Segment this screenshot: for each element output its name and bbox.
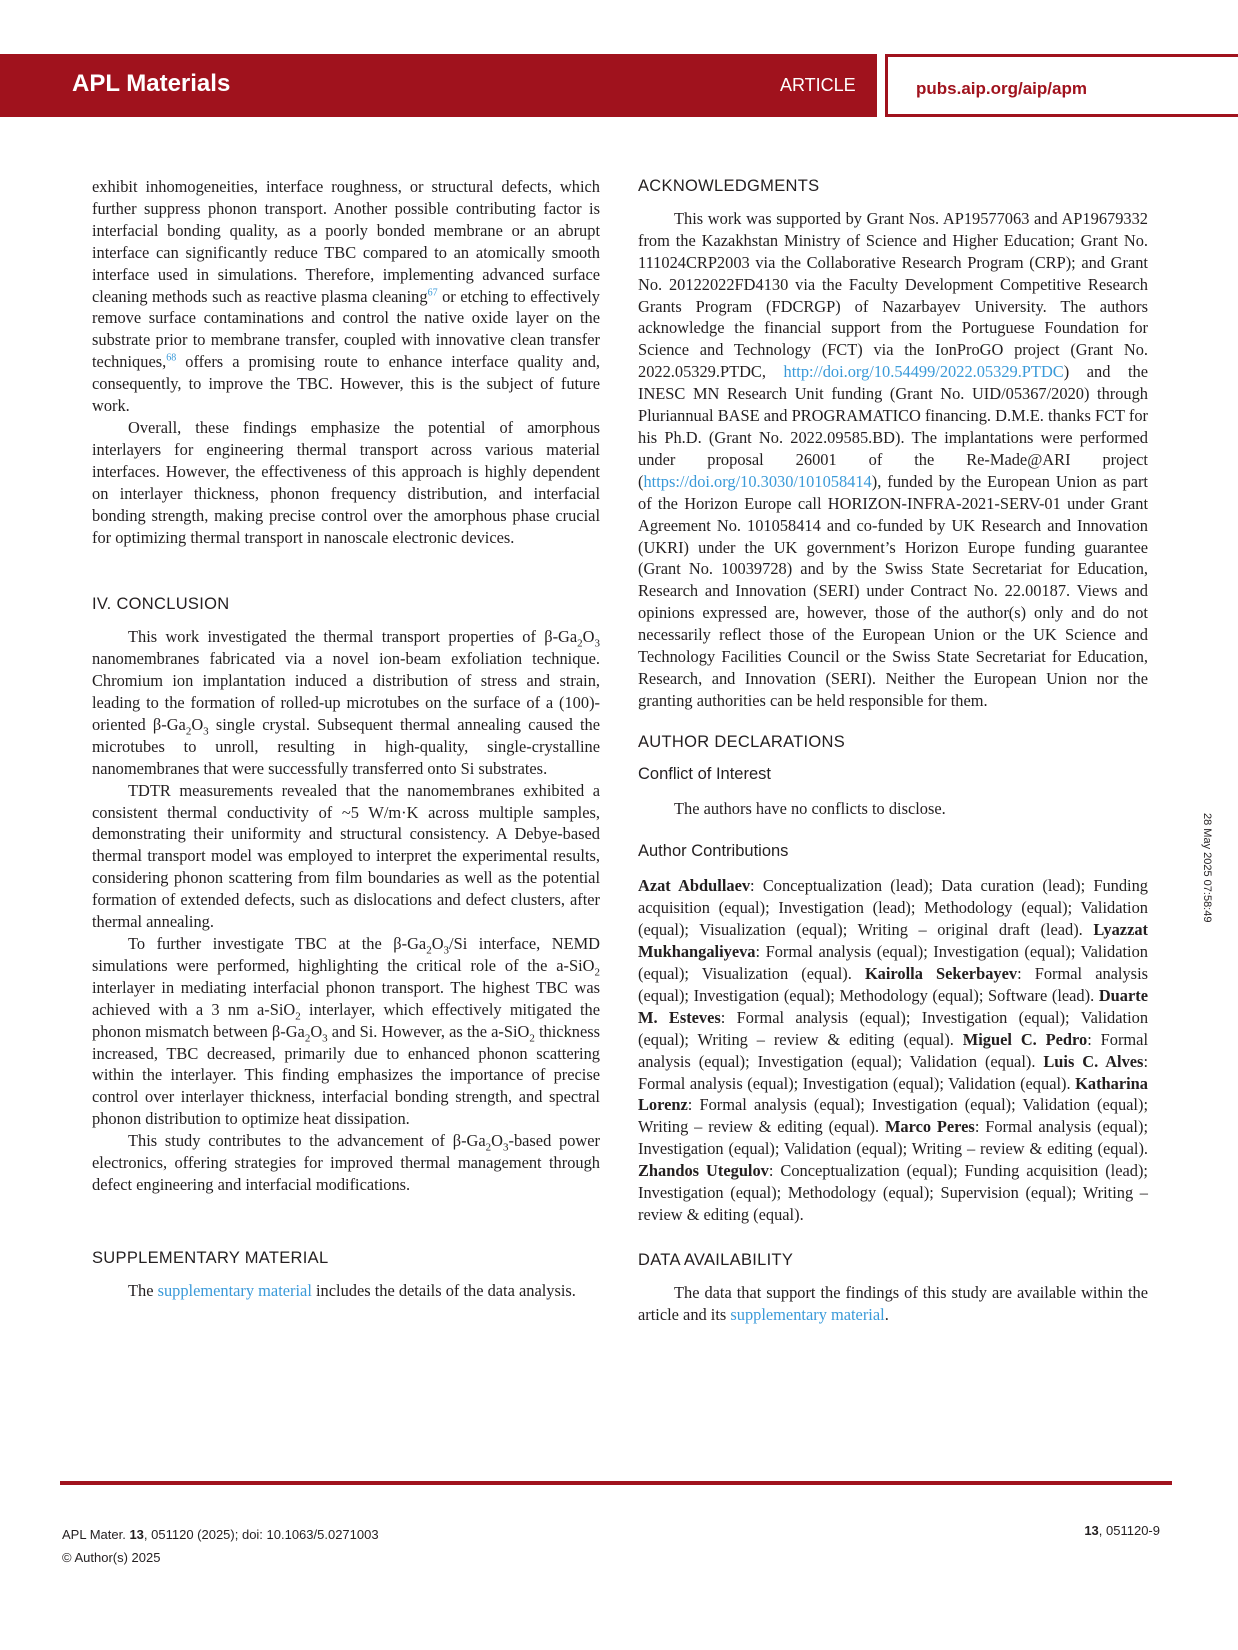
paragraph: To further investigate TBC at the $\beta-Ga_2O_3/Si$ interface, NEMD simulations were performed, highlighting the critical role of the a-SiO$_2$ interlayer in mediating interfacial phonon transport. The highest TBC was achieved with a 3 nm a-SiO$_2$ interlayer, which effectively mitigated the phonon mismatch between $\beta-Ga_2O_3$ and Si. However, as the a-SiO$_2$ thickness increased, TBC decreased, primarily due to enhanced phonon scattering within the interlayer. This finding emphasizes the importance of precise control over interlayer thickness, interfacial bonding strength, and spectral phonon distribution to optimize heat dissipation. [92,934,600,1129]
subsection-heading-contributions: Author Contributions [638,842,789,861]
reference-link[interactable]: 68 [166,352,177,364]
paragraph: Overall, these findings emphasize the potential of amorphous interlayers for engineering thermal transport across various material interfaces. However, the effectiveness of this approach is highly dependent on interlayer thickness, phonon frequency distribution, and interfacial bonding strength, making precise control over the amorphous phase crucial for optimizing thermal transport in nanoscale electronic devices. [92,417,600,547]
page-number: 13, 051120-9 [1084,1523,1160,1538]
download-date-stamp: 28 May 2025 07:58:49 [1201,813,1213,923]
journal-title[interactable]: APL Materials [72,70,231,97]
paragraph: The data that support the findings of this study are available within the article and its supplementary material. [638,1282,1148,1324]
paragraph: exhibit inhomogeneities, interface roughness, or structural defects, which further suppress phonon transport. Another possible contributing factor is interfacial bonding quality, as a poorly bonded membrane or an abrupt interface can significantly reduce TBC compared to an atomically smooth interface used in simulations. Therefore, implementing advanced surface cleaning methods such as reactive plasma cleaning$^{67}$ or etching to effectively remove surface contaminations and control the native oxide layer on the substrate prior to membrane transfer, coupled with innovative clean transfer techniques,$^{68}$ offers a promising route to enhance interface quality and, consequently, to improve the TBC. However, this is the subject of future work. [92,177,600,416]
copyright-notice: © Author(s) 2025 [62,1550,161,1565]
paragraph: The supplementary material includes the details of the data analysis. [128,1280,576,1300]
footer-citation: APL Mater. 13, 051120 (2025); doi: 10.1063/5.0271003 © Author(s) 2025 [62,1523,379,1569]
journal-url-link[interactable]: pubs.aip.org/aip/apm [916,79,1087,98]
subsection-heading-conflict: Conflict of Interest [638,764,771,783]
section-heading-conclusion: IV. CONCLUSION [92,595,230,614]
supplementary-material-link[interactable]: supplementary material [730,1304,885,1324]
doi-link[interactable]: http://doi.org/10.54499/2022.05329.PTDC [783,362,1064,382]
section-heading-author-declarations: AUTHOR DECLARATIONS [638,732,846,751]
doi-link[interactable]: https://doi.org/10.3030/101058414 [643,471,872,491]
section-heading-supplementary: SUPPLEMENTARY MATERIAL [92,1248,329,1267]
paragraph: TDTR measurements revealed that the nanomembranes exhibited a consistent thermal conductivity of ~5 W/m·K across multiple samples, demonstrating their uniformity and structural consistency. A Debye-based thermal transport model was employed to interpret the experimental results, considering phonon scattering from film boundaries as well as the potential formation of extended defects, such as dislocations and defect clusters, after thermal annealing. [92,780,600,932]
paragraph: This work investigated the thermal transport properties of $\beta-Ga_2O_3$ nanomembranes fabricated via a novel ion-beam exfoliation technique. Chromium ion implantation induced a distribution of stress and strain, leading to the formation of rolled-up microtubes on the surface of a (100)-oriented $\beta-Ga_2O_3$ single crystal. Subsequent thermal annealing caused the microtubes to unroll, resulting in high-quality, single-crystalline nanomembranes that were successfully transferred onto Si substrates. [92,627,600,778]
article-type-label: ARTICLE [780,75,856,95]
right-column [638,176,1148,1326]
paragraph: This study contributes to the advancement of $\beta-Ga_2O_3$-based power electronics, offering strategies for improved thermal management through defect engineering and interfacial modifications. [92,1131,601,1194]
footer-divider [60,1481,1172,1485]
reference-link[interactable]: 67 [427,287,438,299]
paragraph: The authors have no conflicts to disclose. [674,798,946,818]
supplementary-material-link[interactable]: supplementary material [157,1280,312,1300]
left-column [92,176,600,1302]
paragraph: This work was supported by Grant Nos. AP19577063 and AP19679332 from the Kazakhstan Ministry of Science and Higher Education; Grant No. 111024CRP2003 via the Collaborative Research Program (CRP); and Grant No. 20122022FD4130 via the Faculty Development Competitive Research Grants Program (FDCRGP) of Nazarbayev University. The authors acknowledge the financial support from the Portuguese Foundation for Science and Technology (FCT) via the IonProGO project (Grant No. 2022.05329.PTDC, http://doi.org/10.54499/2022.05329.PTDC) and the INESC MN Research Unit funding (Grant No. UID/05367/2020) through Pluriannual BASE and PROGRAMATICO financing. D.M.E. thanks FCT for his Ph.D. (Grant No. 2022.09585.BD). The implantations were performed under proposal 26001 of the Re-Made@ARI project (https://doi.org/10.3030/101058414), funded by the European Union as part of the Horizon Europe call HORIZON-INFRA-2021-SERV-01 under Grant Agreement No. 101058414 and co-funded by UK Research and Innovation (UKRI) under the UK government’s Horizon Europe funding guarantee (Grant No. 10039728) and by the Swiss State Secretariat for Education, Research and Innovation (SERI) under Contract No. 22.00187. Views and opinions expressed are, however, those of the author(s) only and do not necessarily reflect those of the European Union or the UK Science and Technology Facilities Council or the Swiss State Secretariat for Education, Research, and Innovation (SERI). Neither the European Union nor the granting authorities can be held responsible for them. [638,208,1149,710]
paragraph: Azat Abdullaev: Conceptualization (lead); Data curation (lead); Funding acquisition (equal); Investigation (lead); Methodology (equal); Validation (equal); Visualization (equal); Writing – original draft (lead). Lyazzat Mukhangaliyeva: Formal analysis (equal); Investigation (equal); Validation (equal); Visualization (equal). Kairolla Sekerbayev: Formal analysis (equal); Investigation (equal); Methodology (equal); Software (lead). Duarte M. Esteves: Formal analysis (equal); Investigation (equal); Validation (equal); Writing – review & editing (equal). Miguel C. Pedro: Formal analysis (equal); Investigation (equal); Validation (equal). Luis C. Alves: Formal analysis (equal); Investigation (equal); Validation (equal). Katharina Lorenz: Formal analysis (equal); Investigation (equal); Validation (equal); Writing – review & editing (equal). Marco Peres: Formal analysis (equal); Investigation (equal); Validation (equal); Writing – review & editing (equal). Zhandos Utegulov: Conceptualization (equal); Funding acquisition (lead); Investigation (equal); Methodology (equal); Supervision (equal); Writing – review & editing (equal). [638,876,1149,1224]
section-heading-acknowledgments: ACKNOWLEDGMENTS [638,177,820,195]
section-heading-data-availability: DATA AVAILABILITY [638,1250,794,1269]
